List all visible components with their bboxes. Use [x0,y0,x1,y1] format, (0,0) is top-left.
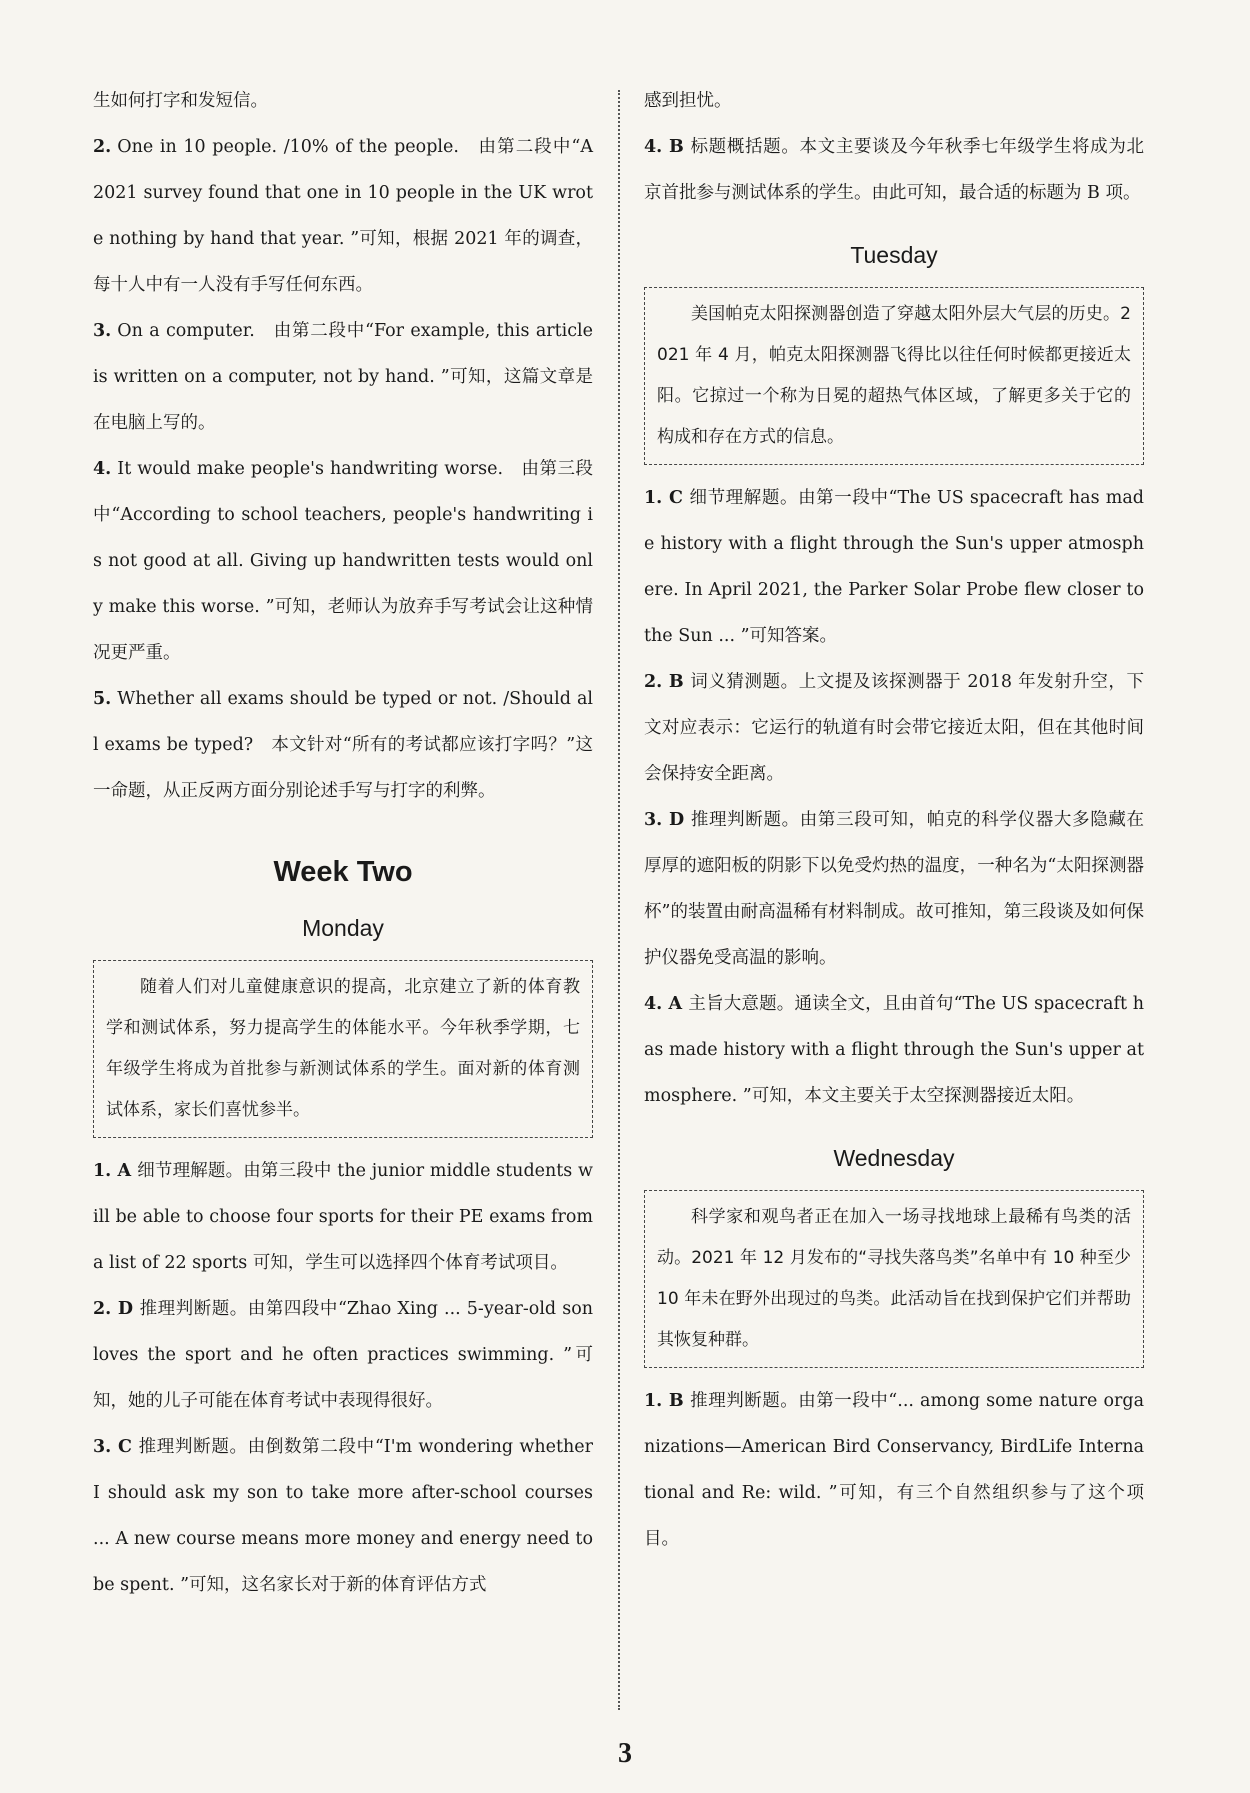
answer-text: Whether all exams should be typed or not. /Should all exams be typed? 本文针对“所有的考试都应该打字吗？”这一命题，从正反两方面分别论述手写与打字的利弊。 [93,689,593,801]
answer-number: 1. C [644,488,683,508]
paragraph: 感到担忧。 [644,91,732,111]
paragraph: 生如何打字和发短信。 [93,91,268,111]
answer-item [93,446,593,676]
monday-title: Monday [302,915,384,941]
week-title: Week Two [273,856,413,888]
answer-number: 3. [93,321,112,341]
answer-item [93,1148,593,1286]
answer-number: 2. B [644,672,684,692]
answer-item [93,308,593,446]
tuesday-title: Tuesday [850,242,938,268]
answer-item [644,475,1144,659]
monday-summary-box: 随着人们对儿童健康意识的提高，北京建立了新的体育教学和测试体系，努力提高学生的体能水平。今年秋季学期，七年级学生将成为首批参与新测试体系的学生。面对新的体育测试体系，家长们喜忧参半。 [93,960,593,1138]
right-column [644,78,1144,1562]
answer-number: 4. B [644,137,684,157]
tuesday-summary-box: 美国帕克太阳探测器创造了穿越太阳外层大气层的历史。2021 年 4 月，帕克太阳探测器飞得比以往任何时候都更接近太阳。它掠过一个称为日冕的超热气体区域，了解更多关于它的构成和存在方式的信息。 [644,287,1144,465]
answer-text: 细节理解题。由第三段中 the junior middle students will be able to choose four sports for their PE exams from a list of 22 sports 可知，学生可以选择四个体育考试项目。 [93,1161,593,1273]
answer-text: 推理判断题。由第一段中“... among some nature organizations—American Bird Conservancy, BirdLife International and Re: wild. ”可知，有三个自然组织参与了这个项目。 [644,1391,1145,1549]
wednesday-summary-box: 科学家和观鸟者正在加入一场寻找地球上最稀有鸟类的活动。2021 年 12 月发布的“寻找失落鸟类”名单中有 10 种至少 10 年未在野外出现过的鸟类。此活动旨在找到保护它们并帮助其恢复种群。 [644,1190,1144,1368]
answer-text: 推理判断题。由第三段可知，帕克的科学仪器大多隐藏在厚厚的遮阳板的阴影下以免受灼热的温度，一种名为“太阳探测器杯”的装置由耐高温稀有材料制成。故可推知，第三段谈及如何保护仪器免受高温的影响。 [644,810,1145,968]
answer-text: 推理判断题。由倒数第二段中“I'm wondering whether I should ask my son to take more after-school courses ... A new course means more money and energy need to be spent. ”可知，这名家长对于新的体育评估方式 [93,1437,593,1595]
answer-item [644,659,1144,797]
answer-text: On a computer. 由第二段中“For example, this article is written on a computer, not by hand. ”可知，这篇文章是在电脑上写的。 [93,321,593,433]
answer-item [93,676,593,814]
answer-text: One in 10 people. /10% of the people. 由第二段中“A 2021 survey found that one in 10 people in the UK wrote nothing by hand that year. ”可知，根据 2021 年的调查，每十人中有一人没有手写任何东西。 [93,137,593,295]
answer-text: 推理判断题。由第四段中“Zhao Xing ... 5-year-old son loves the sport and he often practices swimming. ”可知，她的儿子可能在体育考试中表现得很好。 [93,1299,594,1411]
answer-number: 4. A [644,994,683,1014]
page-number: 3 [618,1738,632,1769]
answer-text: 细节理解题。由第一段中“The US spacecraft has made history with a flight through the Sun's upper atmosphere. In April 2021, the Parker Solar Probe flew closer to the Sun ... ”可知答案。 [644,488,1144,646]
column-divider [618,90,620,1710]
answer-text: 标题概括题。本文主要谈及今年秋季七年级学生将成为北京首批参与测试体系的学生。由此可知，最合适的标题为 B 项。 [644,137,1145,203]
answer-number: 3. D [644,810,685,830]
answer-number: 4. [93,459,112,479]
answer-item [644,124,1144,216]
answer-text: It would make people's handwriting worse. 由第三段中“According to school teachers, people's handwriting is not good at all. Giving up handwritten tests would only make this worse. ”可知，老师认为放弃手写考试会让这种情况更严重。 [93,459,593,663]
left-column [93,78,593,1608]
answer-item [644,1378,1144,1562]
answer-item [93,124,593,308]
answer-text: 主旨大意题。通读全文，且由首句“The US spacecraft has made history with a flight through the Sun's upper atmosphere. ”可知，本文主要关于太空探测器接近太阳。 [644,994,1144,1106]
answer-number: 1. A [93,1161,132,1181]
answer-number: 2. D [93,1299,134,1319]
answer-item [93,1286,593,1424]
answer-item [93,1424,593,1608]
answer-number: 1. B [644,1391,684,1411]
answer-number: 5. [93,689,112,709]
answer-item [644,981,1144,1119]
answer-number: 2. [93,137,112,157]
answer-item [644,797,1144,981]
answer-number: 3. C [93,1437,132,1457]
answer-text: 词义猜测题。上文提及该探测器于 2018 年发射升空，下文对应表示：它运行的轨道有时会带它接近太阳，但在其他时间会保持安全距离。 [644,672,1144,784]
wednesday-title: Wednesday [833,1145,955,1171]
